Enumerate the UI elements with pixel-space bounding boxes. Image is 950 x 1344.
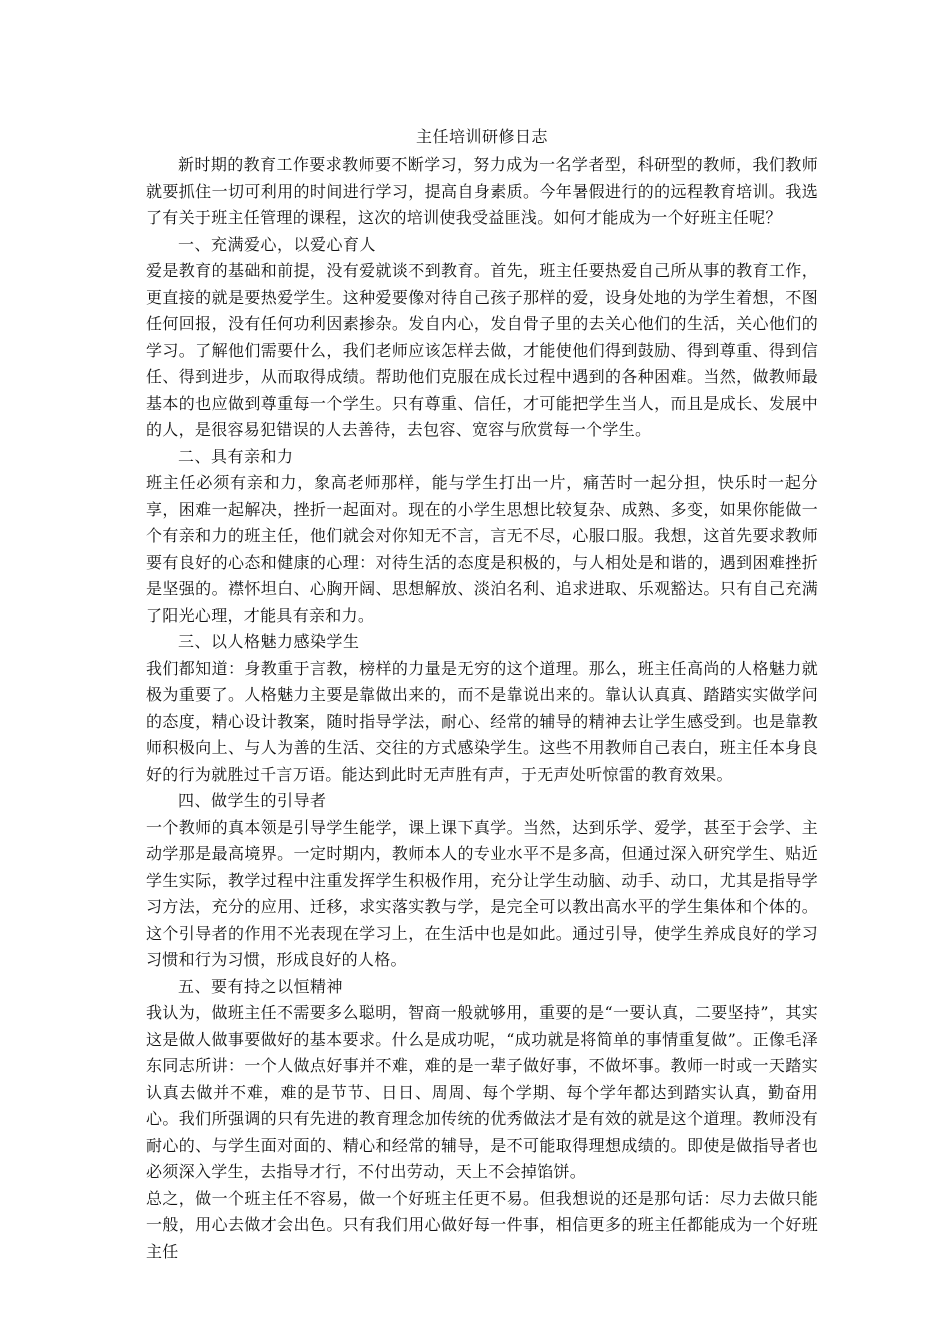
document-page — [146, 124, 818, 1265]
section-body-2: 班主任必须有亲和力，象高老师那样，能与学生打出一片，痛苦时一起分担，快乐时一起分享，困难一起解决，挫折一起面对。现在的小学生思想比较复杂、成熟、多变，如果你能做一个有亲和力的班主任，他们就会对你知无不言，言无不尽，心服口服。我想，这首先要求教师要有良好的心态和健康的心理：对待生活的态度是积极的，与人相处是和谐的，遇到困难挫折是坚强的。襟怀坦白、心胸开阔、思想解放、淡泊名利、追求进取、乐观豁达。只有自己充满了阳光心理，才能具有亲和力。 — [146, 473, 818, 625]
section-body-3: 我们都知道：身教重于言教，榜样的力量是无穷的这个道理。那么，班主任高尚的人格魅力就极为重要了。人格魅力主要是靠做出来的，而不是靠说出来的。靠认认真真、踏踏实实做学问的态度，精心设计教案，随时指导学法，耐心、经常的辅导的精神去让学生感受到。也是靠教师积极向上、与人为善的生活、交往的方式感染学生。这些不用教师自己表白，班主任本身良好的行为就胜过千言万语。能达到此时无声胜有声，于无声处听惊雷的教育效果。 — [146, 658, 818, 784]
section-heading-3: 三、以人格魅力感染学生 — [178, 632, 360, 651]
conclusion-paragraph: 总之，做一个班主任不容易，做一个好班主任更不易。但我想说的还是那句话：尽力去做只能一般，用心去做才会出色。只有我们用心做好每一件事，相信更多的班主任都能成为一个好班主任 — [146, 1188, 818, 1261]
intro-paragraph: 新时期的教育工作要求教师要不断学习，努力成为一名学者型，科研型的教师，我们教师就要抓住一切可利用的时间进行学习，提高自身素质。今年暑假进行的的远程教育培训。我选了有关于班主任管理的课程，这次的培训使我受益匪浅。如何才能成为一个好班主任呢？ — [146, 155, 818, 227]
document-title: 主任培训研修日志 — [415, 127, 548, 146]
section-body-1: 爱是教育的基础和前提，没有爱就谈不到教育。首先，班主任要热爱自己所从事的教育工作，更直接的就是要热爱学生。这种爱要像对待自己孩子那样的爱，设身处地的为学生着想，不图任何回报，没有任何功利因素掺杂。发自内心，发自骨子里的去关心他们的生活，关心他们的学习。了解他们需要什么，我们老师应该怎样去做，才能使他们得到鼓励、得到尊重、得到信任、得到进步，从而取得成绩。帮助他们克服在成长过程中遇到的各种困难。当然，做教师最基本的也应做到尊重每一个学生。只有尊重、信任，才可能把学生当人，而且是成长、发展中的人，是很容易犯错误的人去善待，去包容、宽容与欣赏每一个学生。 — [146, 261, 818, 439]
section-heading-5: 五、要有持之以恒精神 — [178, 976, 344, 996]
section-heading-2: 二、具有亲和力 — [178, 446, 294, 466]
section-body-4: 一个教师的真本领是引导学生能学，课上课下真学。当然，达到乐学、爱学，甚至于会学、主动学那是最高境界。一定时期内，教师本人的专业水平不是多高，但通过深入研究学生、贴近学生实际，教学过程中注重发挥学生积极作用，充分让学生动脑、动手、动口，尤其是指导学习方法，充分的应用、迁移，求实落实教与学，是完全可以教出高水平的学生集体和个体的。这个引导者的作用不光表现在学习上，在生活中也是如此。通过引导，使学生养成良好的学习习惯和行为习惯，形成良好的人格。 — [146, 817, 818, 969]
section-heading-4: 四、做学生的引导者 — [178, 791, 327, 810]
section-heading-1: 一、充满爱心，以爱心育人 — [178, 234, 377, 254]
section-body-5: 我认为，做班主任不需要多么聪明，智商一般就够用，重要的是“一要认真，二要坚持”，其实这是做人做事要做好的基本要求。什么是成功呢，“成功就是将简单的事情重复做”。正像毛泽东同志所讲：一个人做点好事并不难，难的是一辈子做好事，不做坏事。教师一时或一天踏实认真去做并不难，难的是节节、日日、周周、每个学期、每个学年都达到踏实认真，勤奋用心。我们所强调的只有先进的教育理念加传统的优秀做法才是有效的就是这个道理。教师没有耐心的、与学生面对面的、精心和经常的辅导，是不可能取得理想成绩的。即使是做指导者也必须深入学生，去指导才行，不付出劳动，天上不会掉馅饼。 — [146, 1003, 818, 1181]
